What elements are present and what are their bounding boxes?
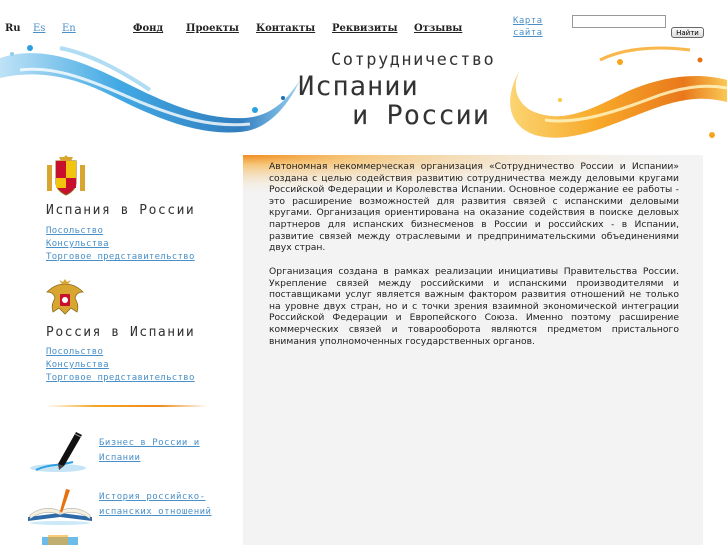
- partial-promo-icon: [40, 535, 80, 545]
- content-paragraph-1: Автономная некоммерческая организация «Сотрудничество России и Испании» создана с целью содействия развитию сотрудничества между деловыми кругами Российской Федерации и Королевства Испании. Основное содержание ее работы - это расширение возможностей для развития связей с испанскими деловыми кругами. Организация ориентирована на оказание содействия в поиске деловых партнеров для испанских бизнесменов в России и российских - в Испании, развитие связей между отраслевыми и предпринимательскими объединениями двух стран.: [269, 161, 679, 254]
- spain-coat-of-arms-icon: [44, 155, 88, 197]
- spain-consulates-link[interactable]: Консульства: [46, 239, 109, 249]
- lang-en[interactable]: En: [62, 23, 76, 34]
- nav-contacts[interactable]: Контакты: [256, 23, 316, 34]
- russia-coat-of-arms-icon: [45, 278, 85, 318]
- nav-projects[interactable]: Проекты: [186, 23, 239, 34]
- banner-title-line2: Испании: [298, 71, 419, 102]
- nav-requisites[interactable]: Реквизиты: [332, 23, 398, 34]
- book-icon: [26, 487, 94, 525]
- spain-embassy-link[interactable]: Посольство: [46, 226, 104, 236]
- promo-business-link[interactable]: Бизнес в России и Испании: [99, 438, 200, 463]
- search-input[interactable]: [572, 15, 666, 28]
- russia-section-title: Россия в Испании: [46, 325, 196, 340]
- russia-consulates-link[interactable]: Консульства: [46, 360, 109, 370]
- content-paragraph-2: Организация создана в рамках реализации инициативы Правительства России. Укрепление связей между российскими и испанскими производителями и поставщиками услуг является важным фактором развития отношений не только на уровне двух стран, но и с точки зрения взаимной экономической интеграции Российской Федерации и Европейского Союза. Именно поэтому расширение коммерческих связей и товарооборота являются предметом пристального внимания уполномоченных государственных органов.: [269, 266, 679, 347]
- lang-es[interactable]: Es: [33, 23, 46, 34]
- sitemap-link[interactable]: Карта сайта: [513, 16, 543, 38]
- sidebar-divider: [46, 405, 208, 407]
- banner-title-line1: Сотрудничество: [331, 50, 496, 70]
- pen-icon: [28, 428, 98, 473]
- blue-splash-icon: [0, 45, 300, 132]
- nav-fond[interactable]: Фонд: [133, 23, 164, 34]
- banner-title-line3: и России: [352, 100, 491, 131]
- spain-trade-link[interactable]: Торговое представительство: [46, 252, 195, 262]
- search-button[interactable]: Найти: [671, 27, 704, 38]
- russia-trade-link[interactable]: Торговое представительство: [46, 373, 195, 383]
- lang-ru[interactable]: Ru: [5, 23, 21, 34]
- orange-splash-icon: [510, 48, 727, 138]
- spain-section-title: Испания в России: [46, 203, 196, 218]
- promo-history-link[interactable]: История российско-испанских отношений: [99, 492, 212, 517]
- russia-embassy-link[interactable]: Посольство: [46, 347, 104, 357]
- main-content: [243, 155, 703, 545]
- nav-reviews[interactable]: Отзывы: [414, 23, 463, 34]
